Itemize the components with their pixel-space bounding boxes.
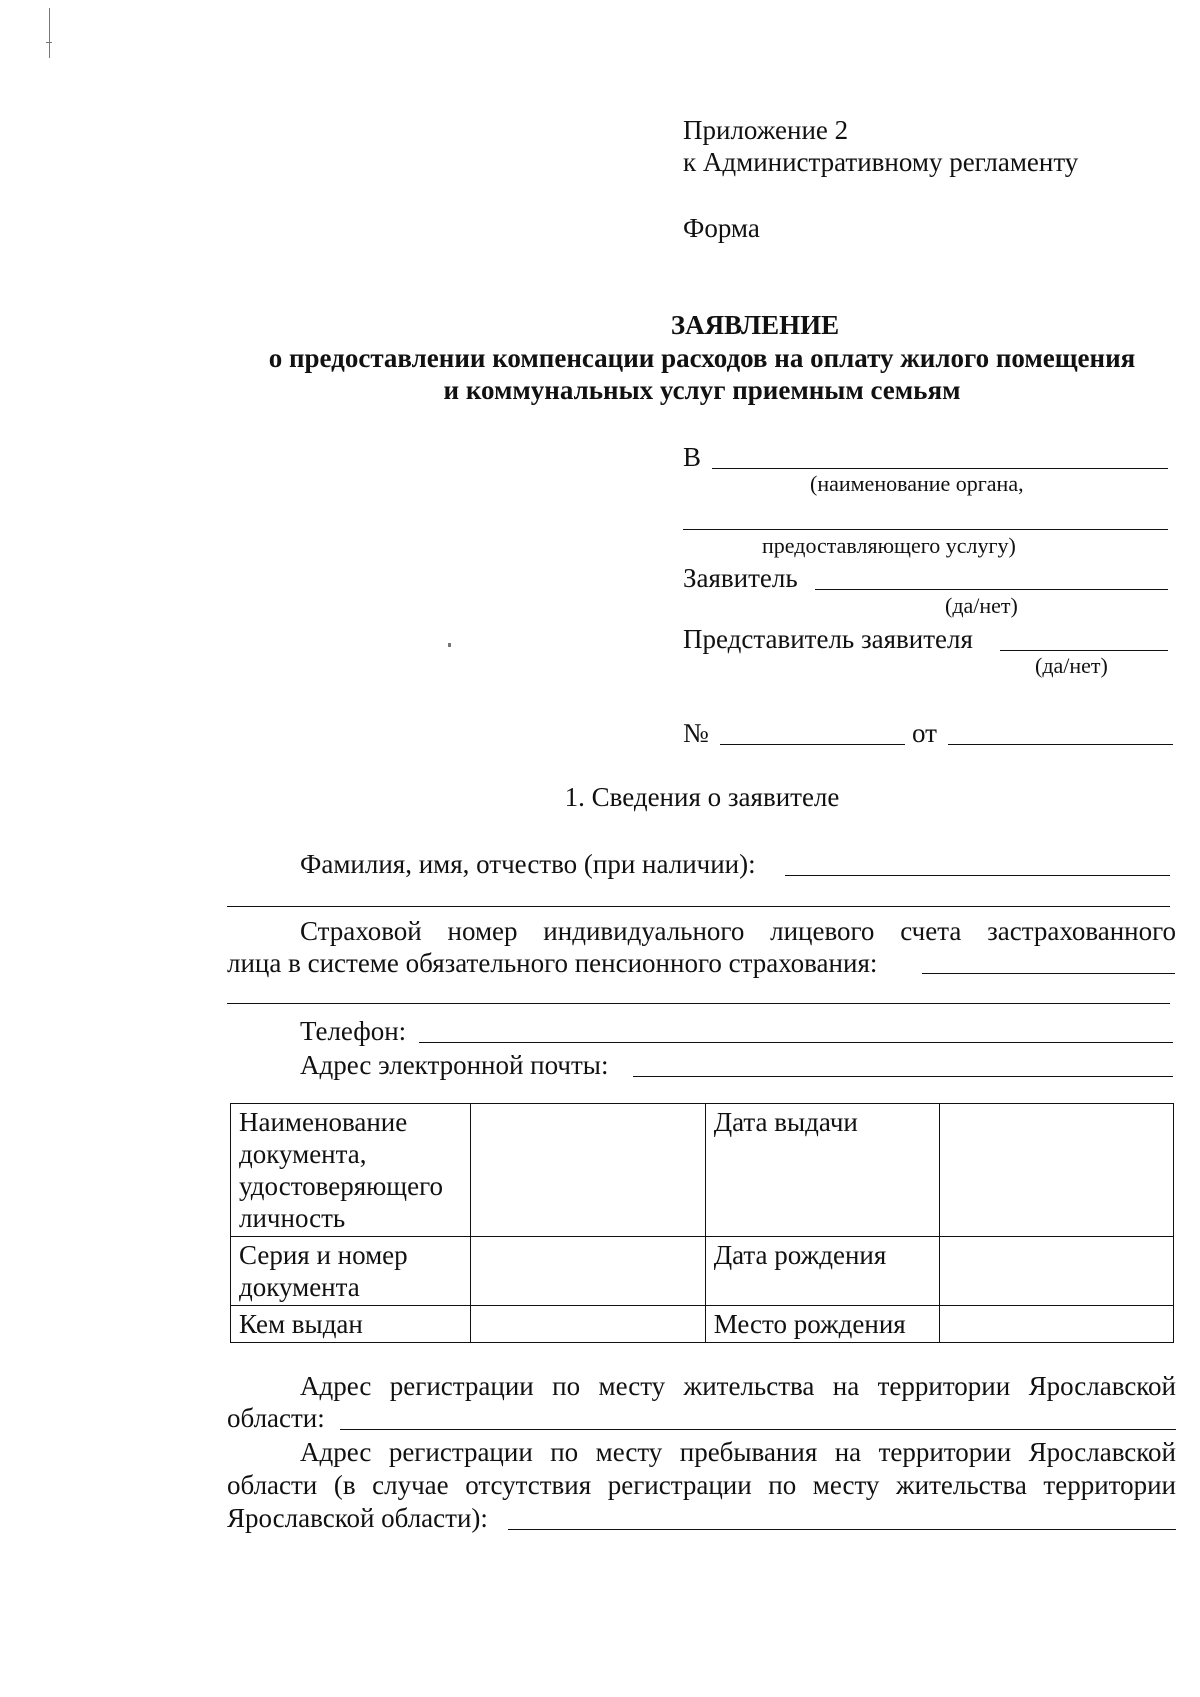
authority-caption-1: (наименование органа, [810, 471, 1024, 496]
regulation-label: к Административному регламенту [683, 147, 1079, 177]
phone-label: Телефон: [300, 1016, 407, 1046]
stay-address-line3: Ярославской области): [227, 1503, 488, 1533]
section-heading: 1. Сведения о заявителе [564, 782, 840, 812]
from-label: от [912, 718, 937, 748]
series-number-label: Серия и номер документа [231, 1237, 471, 1306]
snils-field[interactable] [922, 973, 1175, 974]
birth-place-value[interactable] [940, 1306, 1174, 1343]
number-field[interactable] [720, 744, 905, 745]
representative-field[interactable] [1000, 650, 1168, 651]
document-subtitle-line1: о предоставлении компенсации расходов на оплату жилого помещения [268, 343, 1136, 373]
snils-field-continuation[interactable] [227, 1003, 1170, 1004]
applicant-caption: (да/нет) [945, 593, 1018, 618]
scan-mark [448, 643, 451, 647]
applicant-label: Заявитель [683, 563, 798, 593]
applicant-field[interactable] [815, 589, 1168, 590]
representative-label: Представитель заявителя [683, 624, 973, 654]
stay-address-field[interactable] [508, 1529, 1176, 1530]
authority-caption-2: предоставляющего услугу) [762, 533, 1016, 558]
email-field[interactable] [633, 1076, 1173, 1077]
number-label: № [683, 718, 709, 748]
birth-date-value[interactable] [940, 1237, 1174, 1306]
scan-mark [46, 42, 52, 43]
representative-caption: (да/нет) [1035, 653, 1108, 678]
to-label: В [683, 442, 702, 472]
table-row [231, 1104, 1174, 1237]
fio-field-continuation[interactable] [227, 906, 1170, 907]
form-label: Форма [683, 213, 760, 243]
table-row [231, 1306, 1174, 1343]
document-title: ЗАЯВЛЕНИЕ [670, 310, 840, 340]
email-label: Адрес электронной почты: [300, 1050, 609, 1080]
snils-text-line1: Страховой номер индивидуального лицевого счета застрахованного [300, 916, 1176, 946]
stay-address-line1: Адрес регистрации по месту пребывания на территории Ярославской [300, 1437, 1176, 1467]
snils-text-line2: лица в системе обязательного пенсионного страхования: [227, 948, 878, 978]
date-field[interactable] [948, 744, 1173, 745]
stay-address-line2: области (в случае отсутствия регистрации по месту жительства территории [227, 1470, 1176, 1500]
document-subtitle-line2: и коммунальных услуг приемным семьям [443, 375, 961, 405]
doc-name-label: Наименование документа, удостоверяющего личность [231, 1104, 471, 1237]
issued-by-value[interactable] [470, 1306, 705, 1343]
phone-field[interactable] [419, 1042, 1173, 1043]
fio-label: Фамилия, имя, отчество (при наличии): [300, 849, 756, 879]
issued-by-label: Кем выдан [231, 1306, 471, 1343]
authority-name-field-2[interactable] [683, 529, 1168, 530]
residence-address-field[interactable] [340, 1429, 1176, 1430]
issue-date-value[interactable] [940, 1104, 1174, 1237]
doc-name-value[interactable] [470, 1104, 705, 1237]
authority-name-field[interactable] [712, 468, 1168, 469]
scan-mark [49, 8, 50, 58]
table-row [231, 1237, 1174, 1306]
identity-document-table [230, 1103, 1174, 1343]
residence-address-line1: Адрес регистрации по месту жительства на территории Ярославской [300, 1371, 1176, 1401]
residence-address-line2: области: [227, 1403, 325, 1433]
issue-date-label: Дата выдачи [705, 1104, 939, 1237]
birth-place-label: Место рождения [705, 1306, 939, 1343]
fio-field[interactable] [785, 875, 1170, 876]
birth-date-label: Дата рождения [705, 1237, 939, 1306]
appendix-label: Приложение 2 [683, 115, 849, 145]
series-number-value[interactable] [470, 1237, 705, 1306]
